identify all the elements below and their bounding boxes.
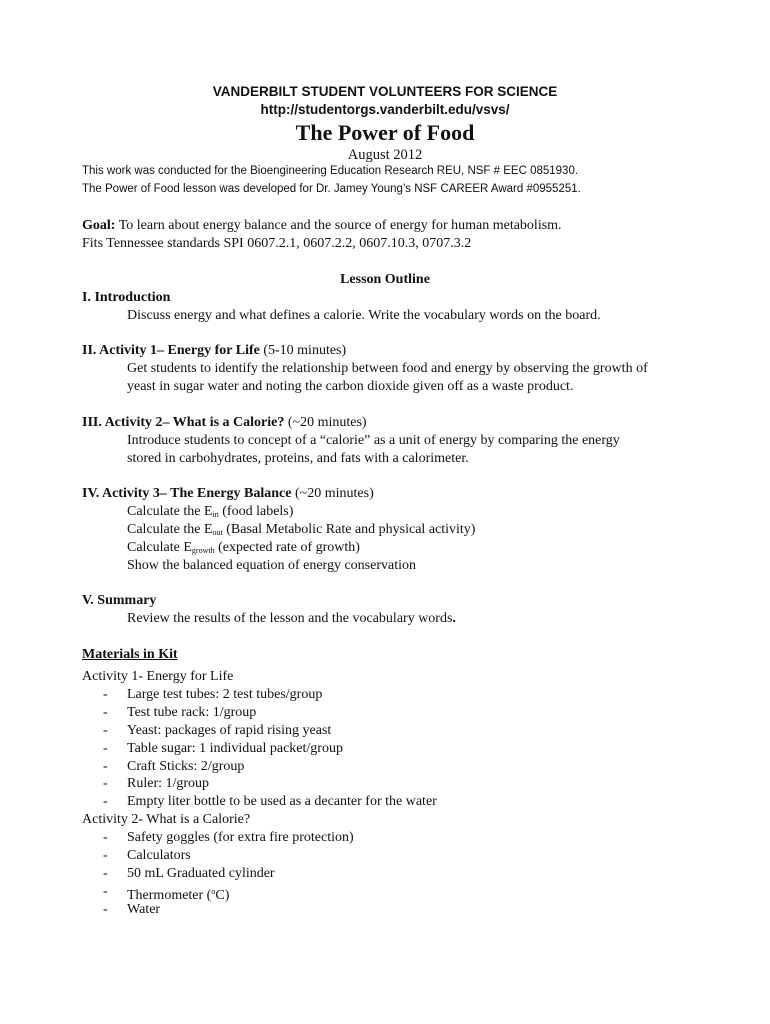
- org-url[interactable]: http://studentorgs.vanderbilt.edu/vsvs/: [260, 102, 510, 117]
- calc-prefix: Calculate the E: [127, 522, 213, 537]
- list-item: Test tube rack: 1/group: [127, 705, 257, 720]
- standards: Fits Tennessee standards SPI 0607.2.1, 0607.2.2, 0607.10.3, 0707.3.2: [82, 236, 472, 251]
- section-5-title: V. Summary: [82, 593, 157, 608]
- list-bullet: -: [103, 705, 108, 720]
- section-2-text-2: yeast in sugar water and noting the carbon dioxide given off as a waste product.: [127, 379, 574, 394]
- calc-growth-text: (expected rate of growth): [214, 540, 360, 555]
- section-2-text-1: Get students to identify the relationship between food and energy by observing the growth of: [127, 361, 648, 376]
- summary-period: .: [452, 611, 456, 626]
- thermometer-unit: C): [215, 888, 230, 903]
- section-1-text: Discuss energy and what defines a calorie. Write the vocabulary words on the board.: [127, 308, 601, 323]
- section-3-time: (~20 minutes): [284, 415, 367, 430]
- section-3-heading: III. Activity 2– What is a Calorie?: [82, 415, 285, 430]
- section-4-line-4: Show the balanced equation of energy conservation: [127, 558, 416, 573]
- list-bullet: -: [103, 902, 108, 917]
- list-bullet: -: [103, 884, 108, 899]
- materials-heading: Materials in Kit: [82, 647, 178, 662]
- calc-out-text: (Basal Metabolic Rate and physical activity): [222, 522, 476, 537]
- org-name: VANDERBILT STUDENT VOLUNTEERS FOR SCIENCE: [212, 84, 558, 99]
- list-bullet: -: [103, 830, 108, 845]
- list-item: Yeast: packages of rapid rising yeast: [127, 723, 332, 738]
- goal-label: Goal:: [82, 218, 116, 233]
- thermometer-text: Thermometer (: [127, 888, 212, 903]
- list-bullet: -: [103, 848, 108, 863]
- sub-out: out: [212, 528, 223, 537]
- section-2-heading: II. Activity 1– Energy for Life: [82, 343, 260, 358]
- section-2-time: (5-10 minutes): [259, 343, 347, 358]
- activity-1-title: Activity 1- Energy for Life: [82, 669, 234, 684]
- section-4-title: [82, 485, 374, 503]
- section-4-heading: IV. Activity 3– The Energy Balance: [82, 486, 292, 501]
- credit-line-1: This work was conducted for the Bioengineering Education Research REU, NSF # EEC 0851930.: [82, 165, 579, 177]
- list-item: Craft Sticks: 2/group: [127, 759, 245, 774]
- sub-growth: growth: [191, 546, 215, 555]
- calc-prefix: Calculate the E: [127, 504, 213, 519]
- list-item: Calculators: [127, 848, 191, 863]
- degree-sup: o: [211, 887, 216, 896]
- list-item: Empty liter bottle to be used as a decanter for the water: [127, 794, 437, 809]
- list-bullet: -: [103, 723, 108, 738]
- section-3-title: [82, 414, 367, 432]
- section-3-text-2: stored in carbohydrates, proteins, and fats with a calorimeter.: [127, 451, 469, 466]
- list-item: Water: [127, 902, 161, 917]
- page-title: The Power of Food: [295, 120, 475, 145]
- list-item: Table sugar: 1 individual packet/group: [127, 741, 343, 756]
- list-bullet: -: [103, 794, 108, 809]
- credit-line-2: The Power of Food lesson was developed for Dr. Jamey Young’s NSF CAREER Award #0955251.: [82, 183, 581, 195]
- list-bullet: -: [103, 866, 108, 881]
- list-item: Safety goggles (for extra fire protection): [127, 830, 354, 845]
- list-bullet: -: [103, 741, 108, 756]
- outline-heading: Lesson Outline: [340, 272, 430, 287]
- list-bullet: -: [103, 687, 108, 702]
- summary-text: Review the results of the lesson and the vocabulary words: [127, 611, 453, 626]
- section-5-text: [127, 610, 456, 628]
- sub-in: in: [212, 510, 219, 519]
- list-bullet: -: [103, 776, 108, 791]
- list-item: 50 mL Graduated cylinder: [127, 866, 275, 881]
- section-4-time: (~20 minutes): [291, 486, 374, 501]
- section-2-title: [82, 342, 346, 360]
- activity-2-title: Activity 2- What is a Calorie?: [82, 812, 251, 827]
- list-item: Ruler: 1/group: [127, 776, 210, 791]
- list-item: Large test tubes: 2 test tubes/group: [127, 687, 323, 702]
- goal: [82, 217, 562, 235]
- calc-in-text: (food labels): [218, 504, 294, 519]
- calc-prefix: Calculate E: [127, 540, 192, 555]
- goal-text: To learn about energy balance and the source of energy for human metabolism.: [115, 218, 562, 233]
- date: August 2012: [347, 147, 423, 163]
- section-1-title: I. Introduction: [82, 290, 171, 305]
- section-3-text-1: Introduce students to concept of a “calorie” as a unit of energy by comparing the energy: [127, 433, 620, 448]
- list-bullet: -: [103, 759, 108, 774]
